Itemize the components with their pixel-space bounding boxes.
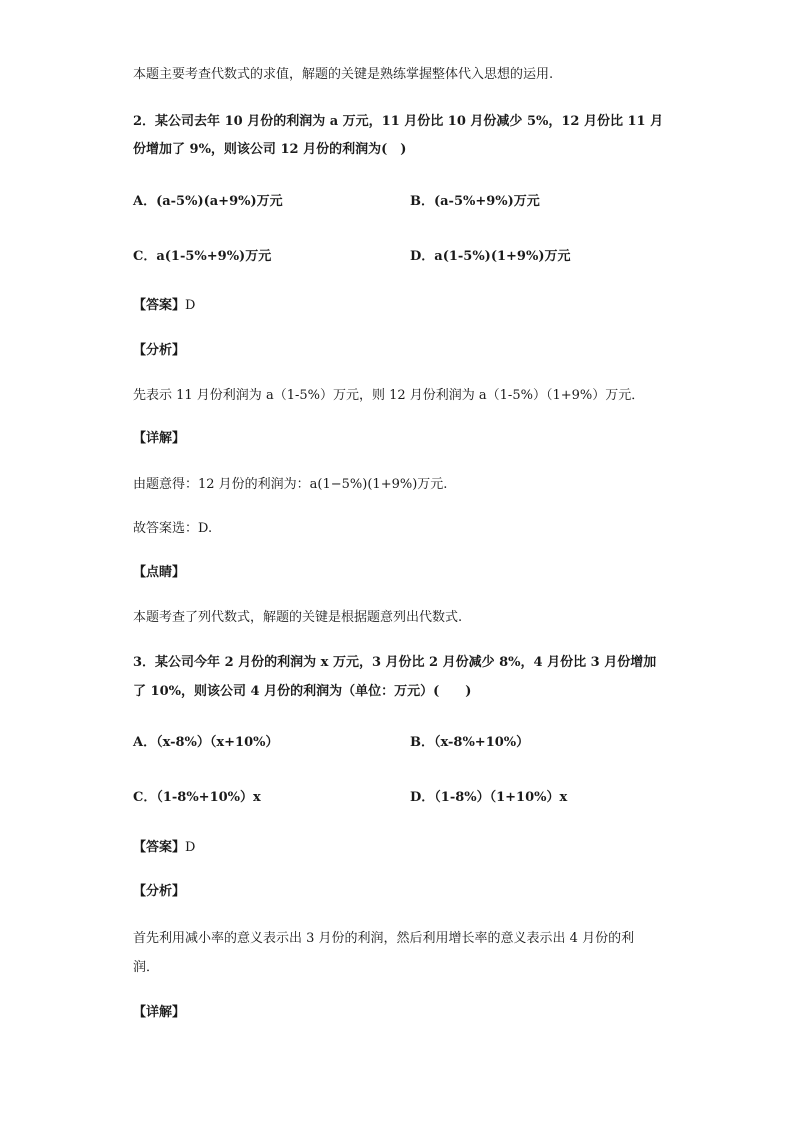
- q2-option-d: D．a(1-5%)(1+9%)万元: [410, 249, 571, 264]
- q3-option-c: C．（1-8%+10%）x: [133, 790, 261, 805]
- q2-stem-line1: 2．某公司去年 10 月份的利润为 a 万元，11 月份比 10 月份减少 5%，12 月份比 11 月: [133, 114, 664, 129]
- q2-remark-tag: 【点睛】: [133, 565, 186, 580]
- q3-stem-line2: 了 10%，则该公司 4 月份的利润为（单位：万元）( ): [133, 684, 472, 699]
- q3-answer-row: [133, 839, 693, 857]
- q2-analysis-tag: 【分析】: [133, 343, 186, 358]
- q2-answer-row: [133, 297, 693, 315]
- q2-analysis-text: 先表示 11 月份利润为 a（1-5%）万元，则 12 月份利润为 a（1-5%）（1+9%）万元．: [133, 388, 645, 403]
- q2-option-b: B．(a-5%+9%)万元: [410, 194, 540, 209]
- q2-detail-line1: 由题意得：12 月份的利润为：a(1−5%)(1+9%)万元.: [133, 477, 448, 492]
- q2-option-a: A．(a-5%)(a+9%)万元: [133, 194, 283, 209]
- q2-detail-line2: 故答案选：D.: [133, 521, 213, 536]
- q3-stem-line1: 3．某公司今年 2 月份的利润为 x 万元，3 月份比 2 月份减少 8%，4 月份比 3 月份增加: [133, 655, 657, 670]
- q2-remark-text: 本题考查了列代数式，解题的关键是根据题意列出代数式.: [133, 610, 463, 625]
- q3-analysis-line2: 润．: [133, 960, 160, 975]
- q3-answer-value: D: [185, 840, 196, 855]
- q2-answer-value: D: [185, 298, 196, 313]
- q2-option-c: C．a(1-5%+9%)万元: [133, 249, 272, 264]
- q2-stem-line2: 份增加了 9%，则该公司 12 月份的利润为( ): [133, 142, 407, 157]
- q3-answer-tag: 【答案】: [133, 840, 186, 855]
- q3-option-a: A．（x-8%）（x+10%）: [133, 735, 279, 750]
- q3-detail-tag: 【详解】: [133, 1005, 186, 1020]
- q2-answer-tag: 【答案】: [133, 298, 186, 313]
- intro-summary: 本题主要考查代数式的求值，解题的关键是熟练掌握整体代入思想的运用.: [133, 67, 554, 82]
- q3-analysis-line1: 首先利用减小率的意义表示出 3 月份的利润，然后利用增长率的意义表示出 4 月份的利: [133, 931, 635, 946]
- q3-analysis-tag: 【分析】: [133, 884, 186, 899]
- q2-detail-tag: 【详解】: [133, 431, 186, 446]
- q3-option-b: B．（x-8%+10%）: [410, 735, 530, 750]
- q3-option-d: D．（1-8%）（1+10%）x: [410, 790, 568, 805]
